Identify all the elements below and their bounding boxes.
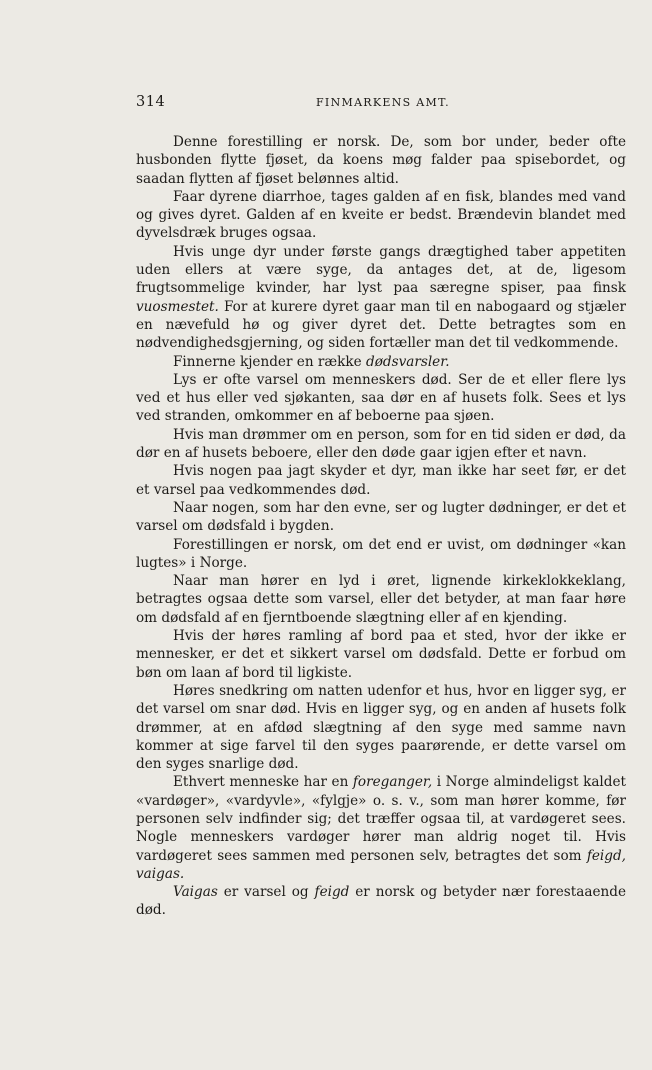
- text-run: i Norge almindeligst kaldet «vardøger», «vardyvle», «fylgje» o. s. v., som man hører komme, før personen selv indfinder sig; det træffer ogsaa til, at vardøgeret sees. Nogle menneskers vardøger hører man aldrig noget til. Hvis vardøgeret sees sammen med personen selv, betragtes det som: [136, 774, 626, 864]
- text-run: Forestillingen er norsk, om det end er uvist, om dødninger «kan lugtes» i Norge.: [136, 536, 626, 571]
- paragraph: [136, 682, 626, 773]
- paragraph: [136, 371, 626, 426]
- paragraph: [136, 243, 626, 353]
- paragraph: [136, 627, 626, 682]
- text-run: er varsel og: [217, 884, 315, 901]
- text-run: Hvis nogen paa jagt skyder et dyr, man ikke har seet før, er det et varsel paa vedkommendes død.: [136, 463, 626, 498]
- text-run: er norsk og betyder nær forestaaende død.: [136, 884, 626, 919]
- text-run: Denne forestilling er norsk. De, som bor under, beder ofte husbonden flytte fjøset, da koens møg falder paa spisebordet, og saadan flytten af fjøset belønnes altid.: [136, 134, 626, 187]
- body-text: [136, 133, 626, 920]
- text-run: Hvis der høres ramling af bord paa et sted, hvor der ikke er mennesker, er det et sikkert varsel om dødsfald. Dette er forbud om bøn om laan af bord til ligkiste.: [136, 628, 626, 681]
- text-run: Lys er ofte varsel om menneskers død. Ser de et eller flere lys ved et hus eller ved sjøkanten, saa dør en af husets folk. Sees et lys ved stranden, omkommer en af beboerne paa sjøen.: [136, 371, 626, 425]
- text-run: Faar dyrene diarrhoe, tages galden af en fisk, blandes med vand og gives dyret. Galden af en kveite er bedst. Brændevin blandet med dyvelsdræk bruges ogsaa.: [136, 188, 626, 242]
- text-run: Hvis unge dyr under første gangs drægtighed taber appetiten uden ellers at være syge, da antages det, at de, ligesom frugtsommelige kvinder, har lyst paa særegne spiser, paa finsk: [136, 243, 626, 297]
- text-run: Ethvert menneske har en: [173, 774, 353, 791]
- paragraph: [136, 572, 626, 627]
- paragraph: [136, 188, 626, 243]
- running-head: FINMARKENS AMT.: [316, 96, 450, 109]
- paragraph: [136, 353, 626, 371]
- italic-term: feigd, vaigas.: [136, 847, 626, 882]
- paragraph: [136, 536, 626, 573]
- paragraph: [136, 773, 626, 883]
- paragraph: [136, 883, 626, 920]
- italic-term: Vaigas: [173, 884, 218, 901]
- text-run: Finnerne kjender en række: [173, 353, 367, 370]
- text-run: Høres snedkring om natten udenfor et hus, hvor en ligger syg, er det varsel om snar død. Hvis en ligger syg, og en anden af husets folk drømmer, at en afdød slægtning af den syge med samme navn kommer at sige farvel til den syges paarørende, er dette varsel om den syges snarlige død.: [136, 682, 626, 773]
- italic-term: dødsvarsler.: [366, 353, 450, 370]
- text-run: Naar man hører en lyd i øret, lignende kirkeklokkeklang, betragtes ogsaa dette som varsel, eller det betyder, at man faar høre om dødsfald af en fjerntboende slægtning eller af en kjending.: [136, 573, 626, 626]
- text-run: Hvis man drømmer om en person, som for en tid siden er død, da dør en af husets beboere, eller den døde gaar igjen efter et navn.: [136, 426, 626, 462]
- paragraph: [136, 426, 626, 463]
- paragraph: [136, 499, 626, 536]
- italic-term: feigd: [314, 884, 350, 901]
- italic-term: vuosmestet.: [136, 298, 219, 315]
- text-run: Naar nogen, som har den evne, ser og lugter dødninger, er det et varsel om dødsfald i bygden.: [136, 499, 626, 535]
- page-number: 314: [136, 94, 166, 110]
- italic-term: foreganger,: [352, 774, 433, 791]
- page-header: [136, 94, 626, 114]
- paragraph: [136, 462, 626, 499]
- text-run: For at kurere dyret gaar man til en nabogaard og stjæler en nævefuld hø og giver dyret det. Dette betragtes som en nødvendighedsgjerning, og siden fortæller man det til vedkommende.: [136, 298, 626, 352]
- paragraph: [136, 133, 626, 188]
